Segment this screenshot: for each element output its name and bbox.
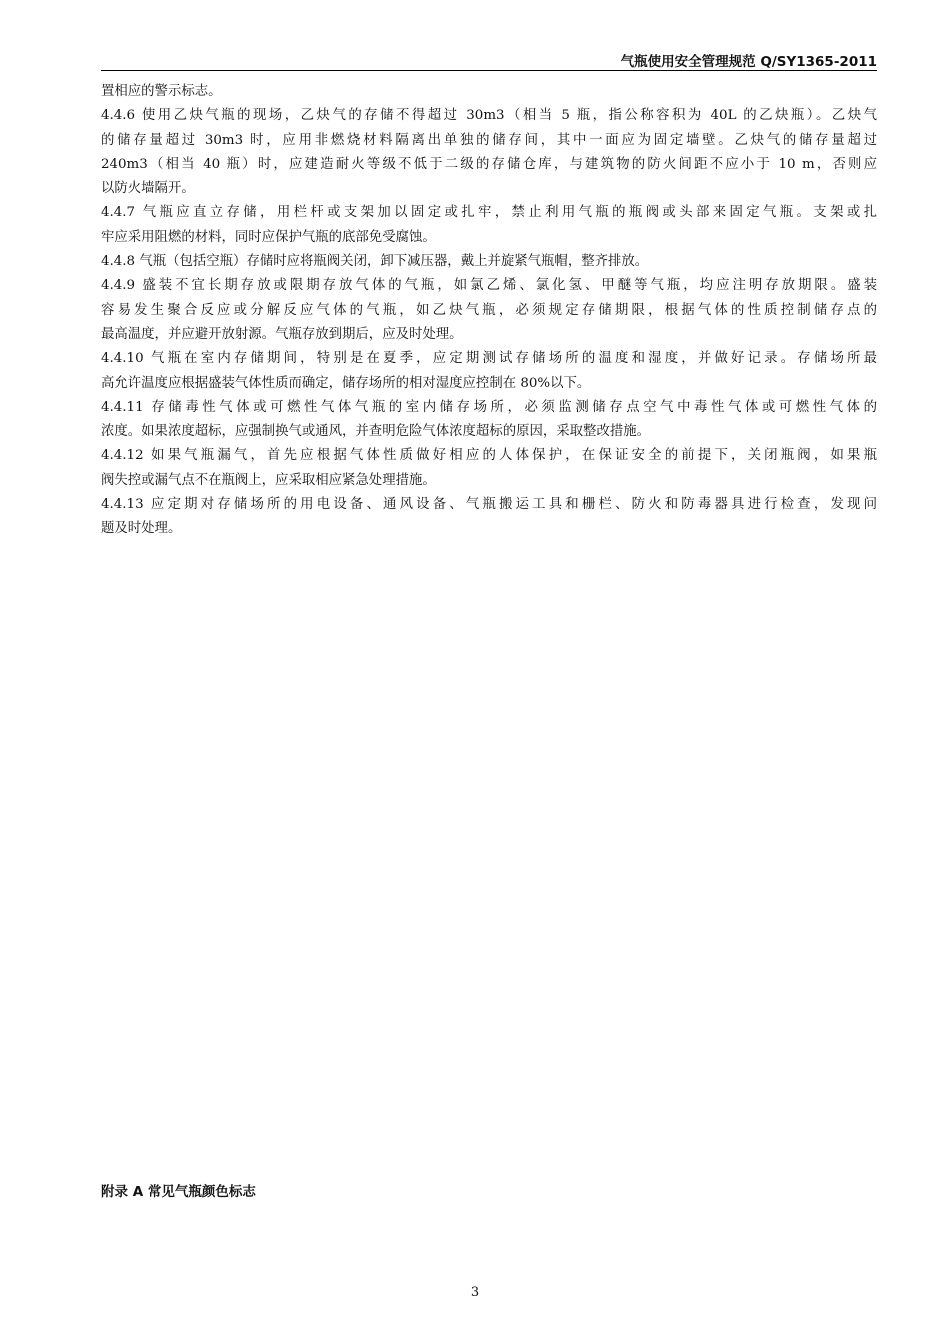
page-header xyxy=(101,48,877,71)
document-title: 气瓶使用安全管理规范 Q/SY1365-2011 xyxy=(620,54,877,70)
clause-4-4-11: 4.4.11 存储毒性气体或可燃性气体气瓶的室内储存场所，必须监测储存点空气中毒性气体或可燃性气体的 xyxy=(101,399,877,415)
text-line: 浓度。如果浓度超标，应强制换气或通风，并查明危险气体浓度超标的原因，采取整改措施。 xyxy=(101,424,651,440)
text-line: 置相应的警示标志。 xyxy=(101,84,222,99)
body-text xyxy=(101,80,877,542)
clause-4-4-12: 4.4.12 如果气瓶漏气，首先应根据气体性质做好相应的人体保护，在保证安全的前提下，关闭瓶阀，如果瓶 xyxy=(101,448,877,464)
clause-4-4-7: 4.4.7 气瓶应直立存储，用栏杆或支架加以固定或扎牢，禁止利用气瓶的瓶阀或头部来固定气瓶。支架或扎 xyxy=(101,205,877,221)
page-number: 3 xyxy=(470,1285,480,1300)
text-line: 阀失控或漏气点不在瓶阀上，应采取相应紧急处理措施。 xyxy=(101,472,436,488)
clause-4-4-8: 4.4.8 气瓶（包括空瓶）存储时应将瓶阀关闭，卸下减压器，戴上并旋紧气瓶帽，整齐排放。 xyxy=(101,254,649,270)
text-line: 240m3（相当 40 瓶）时，应建造耐火等级不低于二级的存储仓库，与建筑物的防火间距不应小于 10 m，否则应 xyxy=(101,156,877,172)
text-line: 以防火墙隔开。 xyxy=(101,181,195,197)
text-line: 容易发生聚合反应或分解反应气体的气瓶，如乙炔气瓶，必须规定存储期限，根据气体的性质控制储存点的 xyxy=(101,302,877,318)
text-line: 牢应采用阻燃的材料，同时应保护气瓶的底部免受腐蚀。 xyxy=(101,229,436,245)
clause-4-4-6: 4.4.6 使用乙炔气瓶的现场，乙炔气的存储不得超过 30m3（相当 5 瓶，指公称容积为 40L 的乙炔瓶）。乙炔气 xyxy=(101,108,877,124)
text-line: 高允许温度应根据盛装气体性质而确定，储存场所的相对湿度应控制在 80%以下。 xyxy=(101,375,591,391)
text-line: 最高温度，并应避开放射源。气瓶存放到期后，应及时处理。 xyxy=(101,326,463,342)
text-line: 题及时处理。 xyxy=(101,521,182,537)
clause-4-4-9: 4.4.9 盛装不宜长期存放或限期存放气体的气瓶，如氯乙烯、氯化氢、甲醚等气瓶，均应注明存放期限。盛装 xyxy=(101,278,877,294)
text-line: 的储存量超过 30m3 时，应用非燃烧材料隔离出单独的储存间，其中一面应为固定墙壁。乙炔气的储存量超过 xyxy=(101,132,877,148)
clause-4-4-13: 4.4.13 应定期对存储场所的用电设备、通风设备、气瓶搬运工具和栅栏、防火和防毒器具进行检查，发现问 xyxy=(101,497,877,513)
clause-4-4-10: 4.4.10 气瓶在室内存储期间，特别是在夏季，应定期测试存储场所的温度和湿度，并做好记录。存储场所最 xyxy=(101,351,877,367)
appendix-heading: 附录 A 常见气瓶颜色标志 xyxy=(101,1184,256,1200)
